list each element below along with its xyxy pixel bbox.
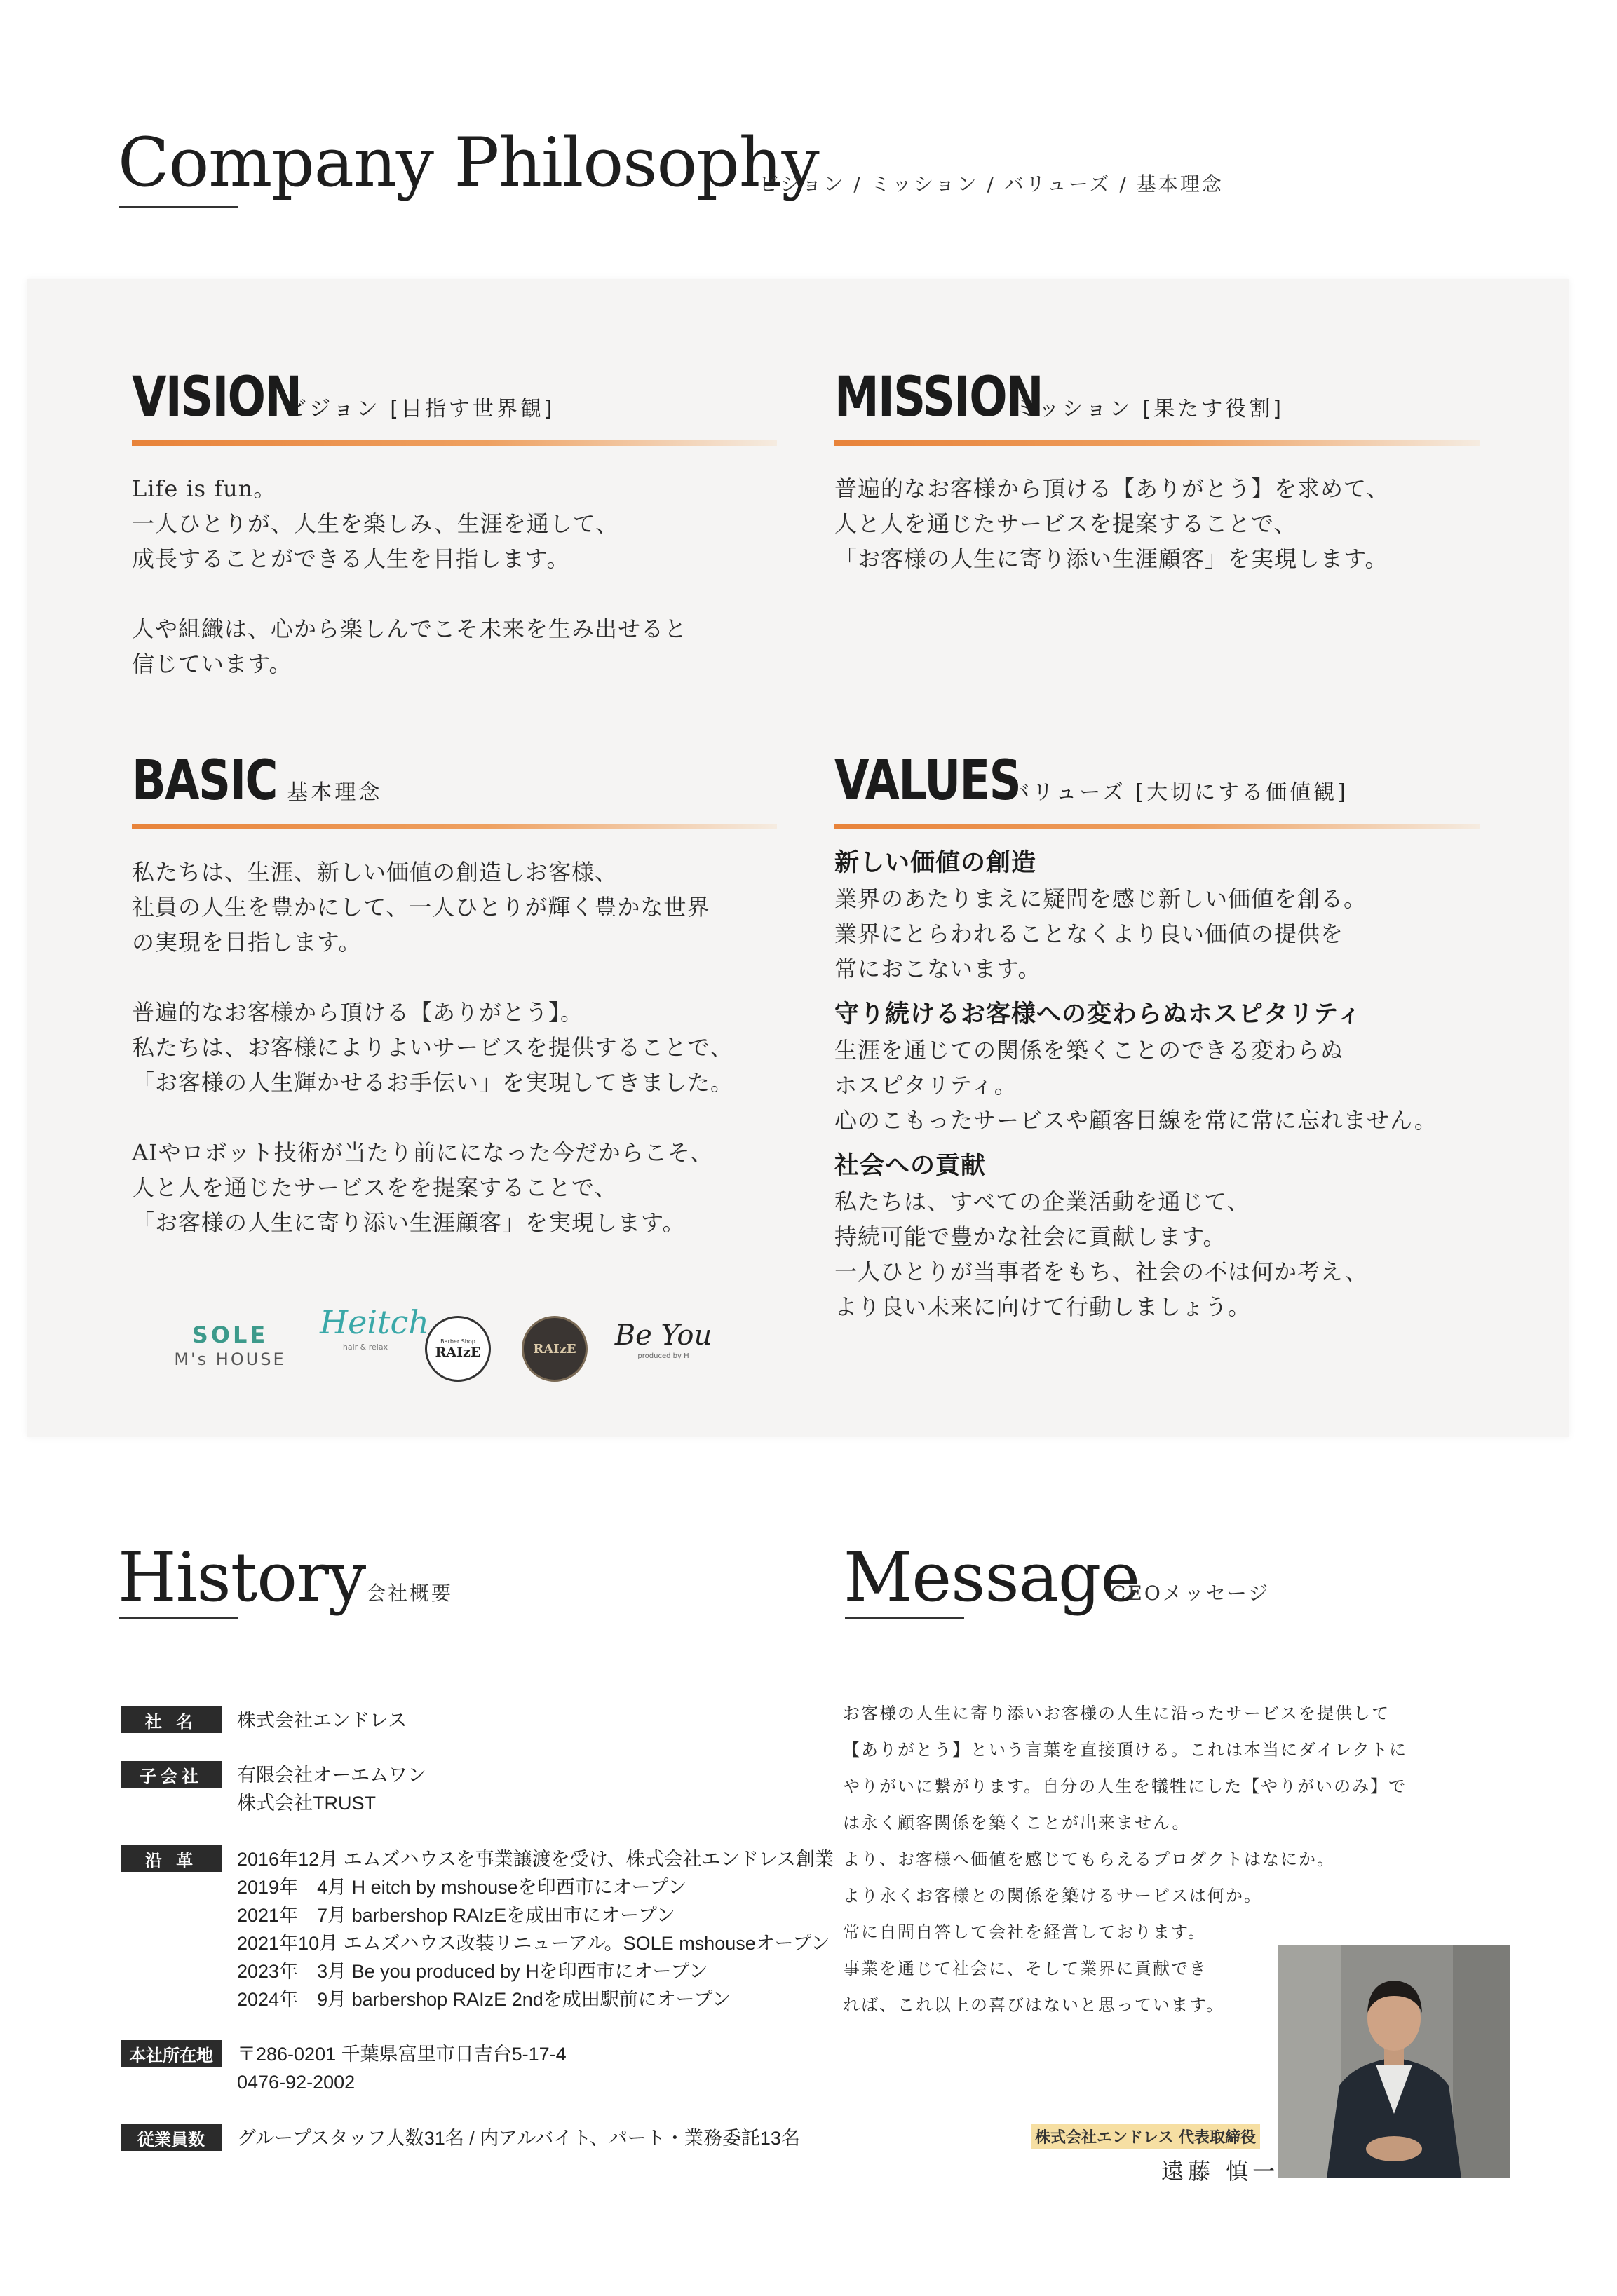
sole-logo-mark: SOLE <box>191 1322 269 1348</box>
mission-block <box>834 366 1480 576</box>
value-heading: 新しい価値の創造 <box>834 848 1037 877</box>
brand-logos <box>167 1300 728 1392</box>
page-title: Company Philosophy <box>118 123 819 202</box>
info-value: 2019年 4月 H eitch by mshouseを印西市にオープン <box>237 1877 687 1898</box>
page-subtitle: ビジョン / ミッション / バリューズ / 基本理念 <box>759 172 1224 196</box>
mission-rule <box>834 440 1480 446</box>
history-title: History <box>118 1538 366 1617</box>
basic-paragraph: 私たちは、生涯、新しい価値の創造しお客様、 社員の人生を豊かにして、一人ひとりが輝く豊かな世界 の実現を目指します。 <box>132 859 710 956</box>
message-line: 常に自問自答して会社を経営しております。 <box>843 1922 1207 1942</box>
mission-title: MISSION <box>834 366 1043 429</box>
info-value: 株式会社TRUST <box>237 1793 376 1814</box>
raize-dark-logo <box>522 1316 588 1382</box>
ceo-photo <box>1278 1945 1510 2178</box>
values-title: VALUES <box>834 749 1020 813</box>
message-subtitle: CEOメッセージ <box>1111 1582 1271 1605</box>
info-value: 2021年10月 エムズハウス改装リニューアル。SOLE mshouseオープン <box>237 1933 830 1954</box>
info-value: 2024年 9月 barbershop RAIzE 2ndを成田駅前にオープン <box>237 1989 731 2010</box>
value-body: 業界のあたりまえに疑問を感じ新しい価値を創る。 業界にとらわれることなくより良い価値の提供を 常におこないます。 <box>834 885 1367 982</box>
info-row-address <box>121 2040 567 2096</box>
history-subtitle: 会社概要 <box>366 1582 454 1605</box>
value-item <box>834 1148 1480 1324</box>
mission-subtitle: ミッション [果たす役割] <box>1015 397 1284 421</box>
message-line: 事業を通じて社会に、そして業界に貢献でき <box>843 1959 1207 1978</box>
beyou-logo-mark: Be You <box>614 1319 712 1352</box>
info-value: 有限会社オーエムワン <box>237 1765 426 1786</box>
info-row-company <box>121 1706 407 1734</box>
message-title: Message <box>844 1538 1140 1617</box>
mission-paragraph: 普遍的なお客様から頂ける【ありがとう】を求めて、 人と人を通じたサービスを提案することで、 「お客様の人生に寄り添い生涯顧客」を実現します。 <box>834 475 1390 572</box>
vision-subtitle: ビジョン [目指す世界観] <box>285 397 555 421</box>
heitch-logo <box>320 1303 429 1352</box>
values-rule <box>834 824 1480 829</box>
info-row-subsidiary <box>121 1761 426 1817</box>
message-line: は永く顧客関係を築くことが出来ません。 <box>843 1813 1191 1833</box>
info-label: 社 名 <box>121 1706 222 1733</box>
basic-block <box>132 749 777 1240</box>
heitch-logo-mark: Heitch <box>320 1303 429 1341</box>
basic-paragraph: 普遍的なお客様から頂ける【ありがとう】。 私たちは、お客様によりよいサービスを提供することで、 「お客様の人生輝かせるお手伝い」を実現してきました。 <box>132 999 734 1096</box>
vision-title: VISION <box>132 366 302 429</box>
sole-logo-text: M's HOUSE <box>174 1350 286 1369</box>
basic-subtitle: 基本理念 <box>287 780 383 805</box>
info-label: 従業員数 <box>121 2124 222 2151</box>
info-value: グループスタッフ人数31名 / 内アルバイト、パート・業務委託13名 <box>237 2128 800 2149</box>
value-heading: 社会への貢献 <box>834 1151 987 1180</box>
info-row-employees <box>121 2124 800 2152</box>
message-line: れば、これ以上の喜びはないと思っています。 <box>843 1995 1225 2015</box>
info-row-history <box>121 1845 834 2013</box>
info-label: 本社所在地 <box>121 2040 222 2067</box>
raize-dark-logo-mark: RAIzE <box>533 1341 576 1357</box>
beyou-logo-small: produced by H <box>637 1352 689 1360</box>
vision-paragraph: 人や組織は、心から楽しんでこそ未来を生み出せると 信じています。 <box>132 616 688 677</box>
beyou-logo <box>607 1319 719 1360</box>
raize-logo <box>425 1316 491 1382</box>
raize-logo-mark: RAIzE <box>435 1344 481 1360</box>
message-line: やりがいに繋がります。自分の人生を犠牲にした【やりがいのみ】で <box>843 1777 1407 1796</box>
message-line: 【ありがとう】という言葉を直接頂ける。これは本当にダイレクトに <box>843 1740 1408 1760</box>
values-subtitle: バリューズ [大切にする価値観] <box>1008 780 1348 805</box>
value-item <box>834 845 1480 986</box>
info-value: 株式会社エンドレス <box>237 1710 407 1731</box>
value-body: 私たちは、すべての企業活動を通じて、 持続可能で豊かな社会に貢献します。 一人ひとりが当事者をもち、社会の不は何か考え、 より良い未来に向けて行動しましょう。 <box>834 1188 1368 1320</box>
basic-paragraph: AIやロボット技術が当たり前にになった今だからこそ、 人と人を通じたサービスをを提案することで、 「お客様の人生に寄り添い生涯顧客」を実現します。 <box>132 1139 714 1236</box>
info-label: 子会社 <box>121 1761 222 1788</box>
basic-rule <box>132 824 777 829</box>
title-underline <box>119 206 238 208</box>
info-value: 2023年 3月 Be you produced by Hを印西市にオープン <box>237 1961 708 1982</box>
raize-logo-ring: Barber Shop <box>440 1338 475 1345</box>
message-line: より永くお客様との関係を築けるサービスは何か。 <box>843 1886 1262 1906</box>
value-item <box>834 996 1480 1138</box>
ceo-portrait-icon <box>1278 1945 1510 2178</box>
signature-name: 遠藤 慎一 <box>1161 2158 1280 2185</box>
info-label: 沿 革 <box>121 1845 222 1872</box>
signature-title: 株式会社エンドレス 代表取締役 <box>1031 2124 1260 2149</box>
message-underline <box>845 1617 964 1619</box>
value-body: 生涯を通じての関係を築くことのできる変わらぬ ホスピタリティ。 心のこもったサービスや顧客目線を常に常に忘れません。 <box>834 1037 1437 1134</box>
sole-logo <box>167 1322 293 1369</box>
vision-block <box>132 366 777 681</box>
value-heading: 守り続けるお客様への変わらぬホスピタリティ <box>834 1000 1362 1028</box>
message-line: お客様の人生に寄り添いお客様の人生に沿ったサービスを提供して <box>843 1704 1390 1723</box>
vision-paragraph: Life is fun。 一人ひとりが、人生を楽しみ、生涯を通して、 成長することができる人生を目指します。 <box>132 475 619 572</box>
info-value: 0476-92-2002 <box>237 2072 356 2093</box>
message-line: より、お客様へ価値を感じてもらえるプロダクトはなにか。 <box>843 1849 1335 1869</box>
vision-rule <box>132 440 777 446</box>
info-value: 2016年12月 エムズハウスを事業譲渡を受け、株式会社エンドレス創業 <box>237 1849 834 1870</box>
info-value: 2021年 7月 barbershop RAIzEを成田市にオープン <box>237 1905 675 1926</box>
values-block <box>834 749 1480 1334</box>
history-underline <box>119 1617 238 1619</box>
basic-title: BASIC <box>132 749 277 813</box>
info-value: 〒286-0201 千葉県富里市日吉台5-17-4 <box>237 2044 567 2065</box>
heitch-logo-small: hair & relax <box>342 1343 388 1352</box>
